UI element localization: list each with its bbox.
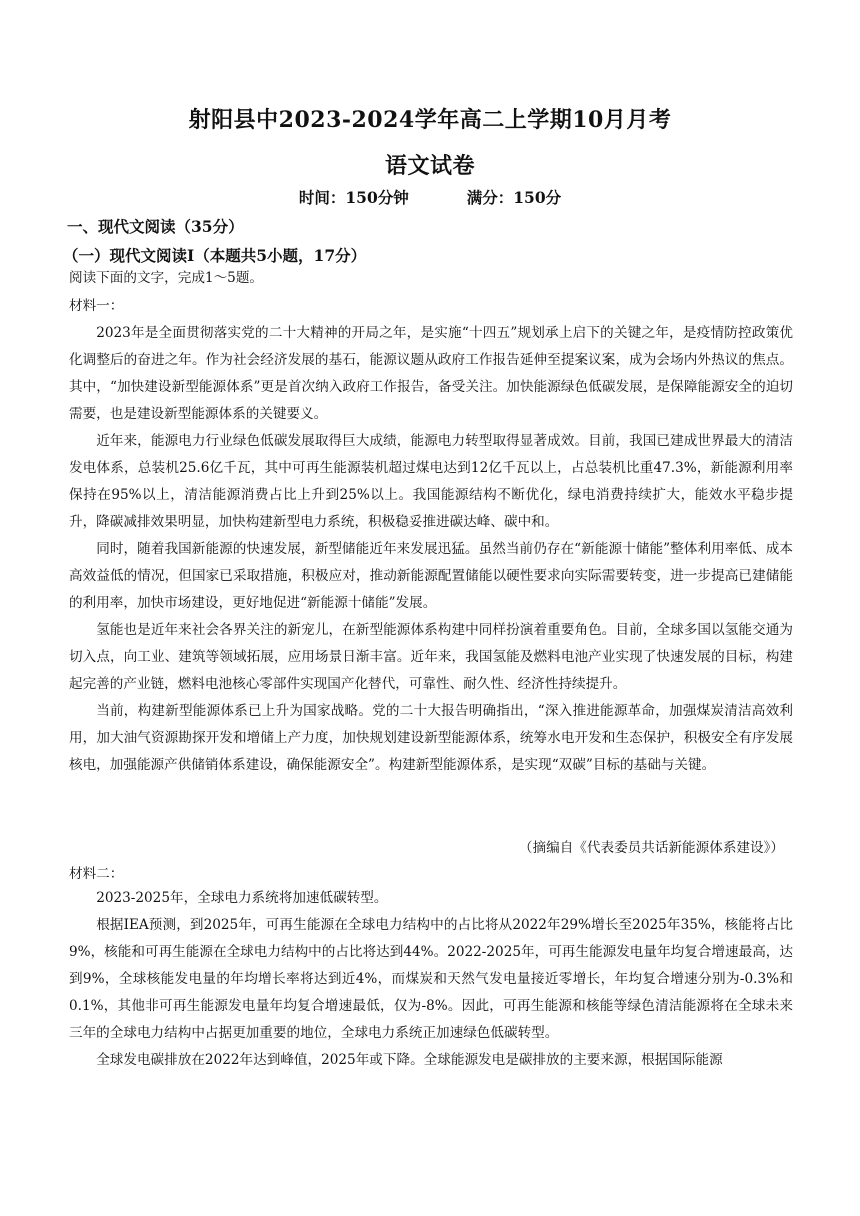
part-heading: （一）现代文阅读Ⅰ（本题共5小题，17分） [63, 246, 367, 265]
material2-label: 材料二： [69, 866, 124, 882]
paragraph: 2023年是全面贯彻落实党的二十大精神的开局之年，是实施“十四五”规划承上启下的关键之年，是疫情防控政策优化调整后的奋进之年。作为社会经济发展的基石，能源议题从政府工作报告延伸至提案议案，成为会场内外热议的焦点。其中，“加快建设新型能源体系”更是首次纳入政府工作报告，备受关注。加快能源绿色低碳发展，是保障能源安全的迫切需要，也是建设新型能源体系的关键要义。 [69, 325, 793, 422]
section-heading: 一、现代文阅读（35分） [67, 217, 244, 236]
paragraph: 根据IEA预测，到2025年，可再生能源在全球电力结构中的占比将从2022年29%增长至2025年35%，核能将占比9%，核能和可再生能源在全球电力结构中的占比将达到44%。2022-2025年，可再生能源发电量年均复合增速最高，达到9%，全球核能发电量的年均增长率将达到近4%，而煤炭和天然气发电量接近零增长，年均复合增速分别为-0.3%和0.1%，其他非可再生能源发电量年均复合增速最低，仅为-8%。因此，可再生能源和核能等绿色清洁能源将在全球未来三年的全球电力结构中占据更加重要的地位，全球电力系统正加速绿色低碳转型。 [69, 917, 793, 1041]
paragraph: 全球发电碳排放在2022年达到峰值，2025年或下降。全球能源发电是碳排放的主要来源，根据国际能源 [96, 1052, 723, 1068]
paragraph: 近年来，能源电力行业绿色低碳发展取得巨大成绩，能源电力转型取得显著成效。目前，我国已建成世界最大的清洁发电体系，总装机25.6亿千瓦，其中可再生能源装机超过煤电达到12亿千瓦以上，占总装机比重47.3%，新能源利用率保持在95%以上，清洁能源消费占比上升到25%以上。我国能源结构不断优化，绿电消费持续扩大，能效水平稳步提升，降碳减排效果明显，加快构建新型电力系统，积极稳妥推进碳达峰、碳中和。 [69, 433, 793, 530]
paragraph: 同时，随着我国新能源的快速发展，新型储能近年来发展迅猛。虽然当前仍存在“新能源十储能”整体利用率低、成本高效益低的情况，但国家已采取措施，积极应对，推动新能源配置储能以硬性要求向实际需要转变，进一步提高已建储能的利用率，加快市场建设，更好地促进“新能源十储能”发展。 [69, 541, 793, 611]
instruction: 阅读下面的文字，完成1～5题。 [69, 270, 264, 286]
exam-subtitle: 语文试卷 [384, 153, 475, 179]
exam-title: 射阳县中2023-2024学年高二上学期10月月考 [188, 107, 672, 133]
paragraph: 当前，构建新型能源体系已上升为国家战略。党的二十大报告明确指出，“深入推进能源革命，加强煤炭清洁高效利用，加大油气资源勘探开发和增储上产力度，加快规划建设新型能源体系，统筹水电开发和生态保护，积极安全有序发展核电，加强能源产供储销体系建设，确保能源安全”。构建新型能源体系，是实现“双碳”目标的基础与关键。 [69, 703, 793, 773]
exam-meta [0, 186, 860, 208]
material1-source: （摘编自《代表委员共话新能源体系建设》） [518, 840, 784, 856]
exam-score: 满分：150分 [466, 188, 562, 207]
material1-label: 材料一： [69, 298, 124, 314]
paragraph: 2023-2025年，全球电力系统将加速低碳转型。 [96, 890, 388, 906]
exam-time: 时间：150分钟 [298, 188, 409, 207]
paragraph: 氢能也是近年来社会各界关注的新宠儿，在新型能源体系构建中同样扮演着重要角色。目前，全球多国以氢能交通为切入点，向工业、建筑等领域拓展，应用场景日渐丰富。近年来，我国氢能及燃料电池产业实现了快速发展的目标，构建起完善的产业链，燃料电池核心零部件实现国产化替代，可靠性、耐久性、经济性持续提升。 [69, 622, 793, 692]
material2-body [69, 885, 793, 1074]
material1-body [69, 320, 793, 779]
